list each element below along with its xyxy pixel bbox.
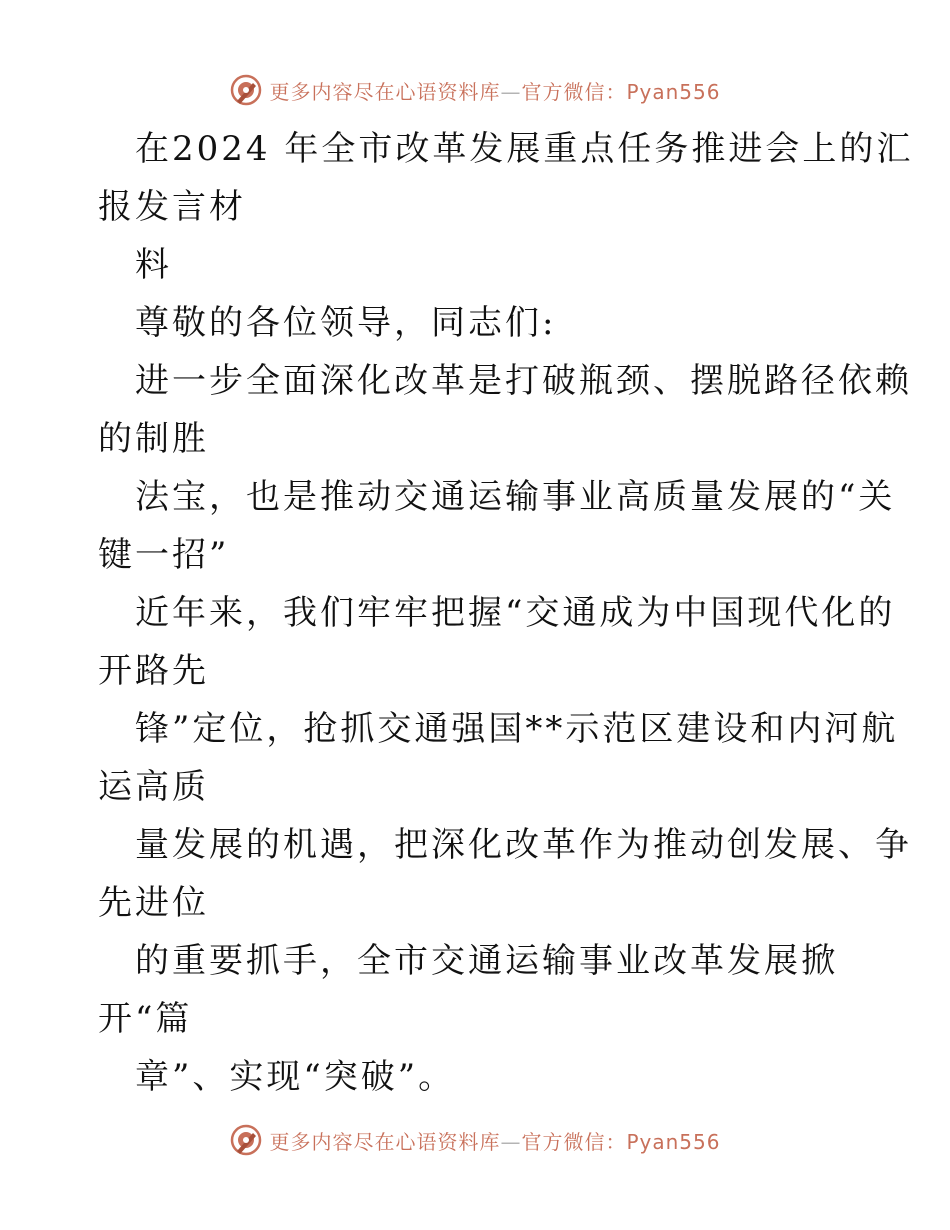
header-banner-wechat: 官方微信：Pyan556 bbox=[521, 79, 721, 104]
header-banner-separator: — bbox=[500, 79, 522, 104]
paragraph-line: 量发展的机遇，把深化改革作为推动创发展、争 bbox=[135, 825, 912, 865]
paragraph-line: 的制胜 bbox=[98, 419, 209, 459]
paragraph-line: 锋”定位，抢抓交通强国**示范区建设和内河航 bbox=[135, 709, 899, 749]
footer-banner-wechat: 官方微信：Pyan556 bbox=[521, 1129, 721, 1154]
footer-banner-text bbox=[269, 1126, 720, 1155]
paragraph-line: 先进位 bbox=[98, 883, 209, 923]
paragraph-line: 法宝，也是推动交通运输事业高质量发展的“关 bbox=[135, 477, 896, 517]
paragraph-line: 开“篇 bbox=[98, 999, 193, 1039]
title-line-1: 在2024 年全市改革发展重点任务推进会上的汇 bbox=[135, 129, 914, 169]
footer-banner-separator: — bbox=[500, 1129, 522, 1154]
footer-watermark-banner bbox=[0, 1120, 950, 1160]
paragraph-line: 章”、实现“突破”。 bbox=[135, 1057, 456, 1097]
header-banner-main: 更多内容尽在心语资料库 bbox=[269, 79, 501, 104]
paragraph-line: 的重要抓手，全市交通运输事业改革发展掀 bbox=[135, 941, 838, 981]
header-banner-text bbox=[269, 76, 720, 105]
title-line-2: 报发言材 bbox=[98, 187, 246, 227]
paragraph-line: 运高质 bbox=[98, 767, 209, 807]
paragraph-line: 进一步全面深化改革是打破瓶颈、摆脱路径依赖 bbox=[135, 361, 912, 401]
pen-logo-icon bbox=[229, 1123, 263, 1157]
pen-logo-icon bbox=[229, 73, 263, 107]
title-line-3: 料 bbox=[135, 245, 172, 285]
footer-banner-main: 更多内容尽在心语资料库 bbox=[269, 1129, 501, 1154]
salutation-line: 尊敬的各位领导，同志们: bbox=[135, 303, 557, 343]
paragraph-line: 开路先 bbox=[98, 651, 209, 691]
header-watermark-banner bbox=[0, 70, 950, 110]
paragraph-line: 键一招” bbox=[98, 535, 230, 575]
paragraph-line: 近年来，我们牢牢把握“交通成为中国现代化的 bbox=[135, 593, 896, 633]
